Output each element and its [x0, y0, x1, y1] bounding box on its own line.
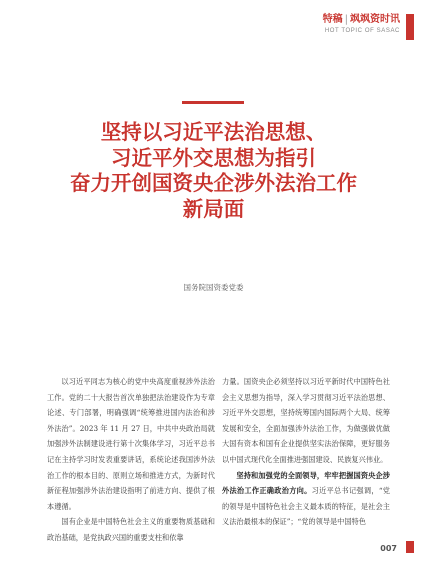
- title-line-3: 奋力开创国资央企涉外法治工作: [70, 171, 357, 195]
- body-column-right: [222, 374, 390, 530]
- section-name: 特稿: [322, 14, 343, 25]
- section-english: HOT TOPIC OF SASAC: [324, 28, 400, 34]
- title-line-4: 新局面: [182, 196, 245, 221]
- title-line-1: 坚持以习近平法治思想、: [100, 120, 327, 144]
- body-paragraph: 力量。国资央企必须坚持以习近平新时代中国特色社会主义思想为指导，深入学习贯彻习近平法治思想、习近平外交思想，坚持统筹国内国际两个大局、统筹发展和安全，全面加强涉外法治工作，为做强做优做大国有资本和国有企业提供坚实法治保障，更好服务以中国式现代化全面推进强国建设、民族复兴伟业。: [222, 377, 390, 464]
- title-divider: [182, 101, 244, 104]
- header-separator: |: [344, 14, 348, 25]
- column-name: 飒飒资时讯: [350, 14, 400, 25]
- article-title: [0, 120, 427, 222]
- running-header: [323, 14, 400, 34]
- section-label: [323, 14, 400, 26]
- body-column-left: [47, 374, 215, 546]
- paragraph-lead-bold: 坚持和加强党的全面领导，牢牢把握国资央企涉外法治工作正确政治方向。: [222, 470, 390, 496]
- paragraph-text: 习近平总书记强调，“党的领导是中国特色社会主义最本质的特征，是社会主义法治最根本的保证”；“党的领导是中国特色: [222, 486, 390, 527]
- body-paragraph: 国有企业是中国特色社会主义的重要物质基础和政治基础，是党执政兴国的重要支柱和依靠: [47, 517, 215, 542]
- header-accent-bar: [406, 14, 414, 40]
- author-byline: 国务院国资委党委: [183, 283, 244, 292]
- body-paragraph: 以习近平同志为核心的党中央高度重视涉外法治工作。党的二十大报告首次单独把法治建设作为专章论述、专门部署，明确强调“统筹推进国内法治和涉外法治”。2023 年 11 月 27 日，中共中央政治局就加强涉外法制建设进行第十次集体学习，习近平总书记在主持学习时发表重要讲话，系统论述我国涉外法治工作的根本目的、原则立场和推进方式，为新时代新征程加强涉外法治建设指明了前进方向、提供了根本遵循。: [47, 377, 215, 511]
- body-paragraph: [222, 468, 390, 530]
- title-line-2: 习近平外交思想为指引: [111, 145, 316, 170]
- page-accent-bar: [406, 541, 414, 553]
- page-number: 007: [380, 544, 397, 553]
